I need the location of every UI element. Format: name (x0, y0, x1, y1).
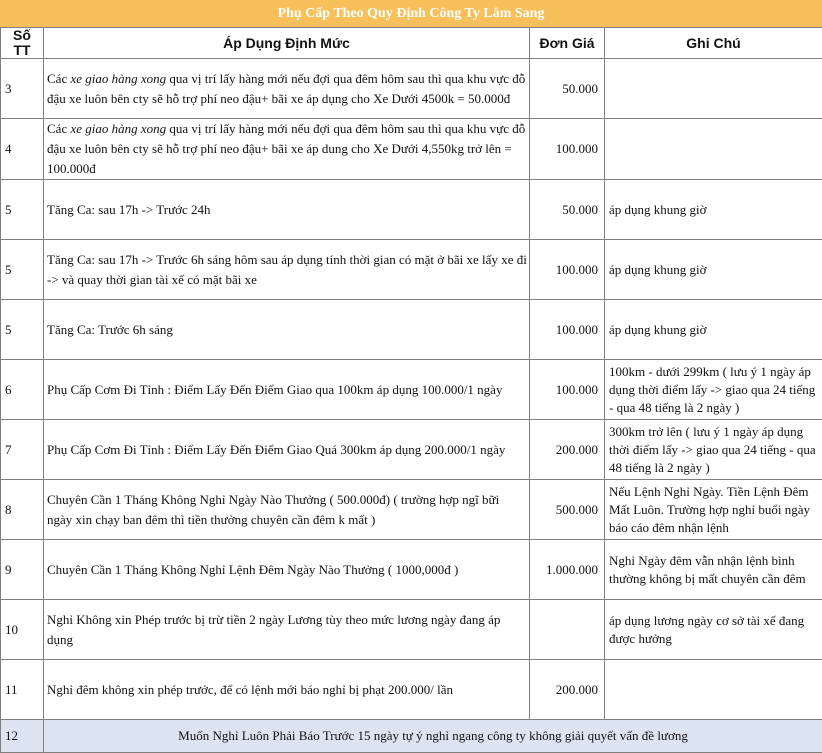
cell-note[interactable]: áp dụng khung giờ (605, 240, 822, 300)
table-row (1, 480, 822, 540)
cell-price[interactable]: 200.000 (530, 660, 605, 720)
cell-description[interactable]: Tăng Ca: sau 17h -> Trước 24h (44, 180, 530, 240)
desc-text: qua vị trí lấy hàng mới nếu đợi qua đêm hôm sau thì qua khu vực đỗ đậu xe luôn bên cty sẽ hỗ trợ phí neo đậu+ bãi xe áp dụng cho Xe Dưới 4500k = 50.000đ (47, 71, 525, 106)
header-note[interactable]: Ghi Chú (605, 28, 822, 59)
cell-description[interactable]: Phụ Cấp Cơm Đi Tỉnh : Điểm Lấy Đến Điểm Giao Quá 300km áp dụng 200.000/1 ngày (44, 420, 530, 480)
desc-text: qua vị trí lấy hàng mới nếu đợi qua đêm hôm sau thì qua khu vực đỗ đậu xe luôn bên cty sẽ hỗ trợ phí neo đậu+ bãi xe áp dung cho Xe Dưới 4,550kg trở lên = 100.000đ (47, 121, 525, 176)
cell-price[interactable]: 100.000 (530, 240, 605, 300)
cell-description[interactable]: Chuyên Cần 1 Tháng Không Nghỉ Lệnh Đêm Ngày Nào Thưởng ( 1000,000đ ) (44, 540, 530, 600)
cell-stt[interactable]: 5 (1, 240, 44, 300)
header-description[interactable]: Áp Dụng Định Mức (44, 28, 530, 59)
cell-price[interactable]: 500.000 (530, 480, 605, 540)
cell-price[interactable]: 100.000 (530, 300, 605, 360)
cell-price[interactable]: 50.000 (530, 180, 605, 240)
cell-note[interactable]: 300km trở lên ( lưu ý 1 ngày áp dụng thời điểm lấy -> giao qua 24 tiếng - qua 48 tiếng là 2 ngày ) (605, 420, 822, 480)
cell-stt[interactable]: 7 (1, 420, 44, 480)
cell-note[interactable] (605, 59, 822, 119)
cell-stt[interactable]: 12 (1, 720, 44, 753)
table-row (1, 660, 822, 720)
cell-description[interactable]: Nghỉ Không xin Phép trước bị trừ tiền 2 ngày Lương tùy theo mức lương ngày đang áp dụng (44, 600, 530, 660)
table-row (1, 59, 822, 119)
cell-price[interactable]: 1.000.000 (530, 540, 605, 600)
cell-price[interactable] (530, 600, 605, 660)
table-row (1, 540, 822, 600)
cell-stt[interactable]: 3 (1, 59, 44, 119)
cell-description[interactable]: Phụ Cấp Cơm Đi Tỉnh : Điểm Lấy Đến Điểm Giao qua 100km áp dụng 100.000/1 ngày (44, 360, 530, 420)
cell-note[interactable]: Nghỉ Ngày đêm vẫn nhận lệnh bình thường không bị mất chuyên cần đêm (605, 540, 822, 600)
desc-text: Các (47, 71, 70, 86)
table-row (1, 119, 822, 180)
cell-note[interactable]: áp dụng khung giờ (605, 180, 822, 240)
cell-stt[interactable]: 11 (1, 660, 44, 720)
cell-stt[interactable]: 8 (1, 480, 44, 540)
cell-price[interactable]: 100.000 (530, 360, 605, 420)
cell-merged-notice[interactable]: Muốn Nghỉ Luôn Phải Báo Trước 15 ngày tự ý nghỉ ngang công ty không giải quyết vấn đề lương (44, 720, 822, 753)
table-row (1, 360, 822, 420)
cell-description[interactable]: Tăng Ca: Trước 6h sáng (44, 300, 530, 360)
cell-stt[interactable]: 9 (1, 540, 44, 600)
cell-description[interactable] (44, 59, 530, 119)
cell-description[interactable]: Chuyên Cần 1 Tháng Không Nghỉ Ngày Nào Thưởng ( 500.000đ) ( trường hợp ngĩ bữi ngày xin chạy ban đêm thì tiền thưởng chuyên cần đêm k mất ) (44, 480, 530, 540)
cell-description[interactable] (44, 119, 530, 180)
cell-price[interactable]: 100.000 (530, 119, 605, 180)
header-stt[interactable]: Số TT (1, 28, 44, 59)
table-row (1, 300, 822, 360)
cell-note[interactable] (605, 660, 822, 720)
cell-description[interactable]: Nghỉ đêm không xin phép trước, để có lệnh mới báo nghỉ bị phạt 200.000/ lần (44, 660, 530, 720)
cell-note[interactable]: Nếu Lệnh Nghỉ Ngày. Tiền Lệnh Đêm Mất Luôn. Trường hợp nghỉ buổi ngày báo cáo đêm nhận lệnh (605, 480, 822, 540)
table-row-final (1, 720, 822, 753)
sheet-title[interactable]: Phụ Cấp Theo Quy Định Công Ty Lâm Sang (0, 0, 822, 28)
cell-stt[interactable]: 10 (1, 600, 44, 660)
cell-price[interactable]: 50.000 (530, 59, 605, 119)
desc-text: Các (47, 121, 70, 136)
cell-stt[interactable]: 5 (1, 300, 44, 360)
cell-stt[interactable]: 6 (1, 360, 44, 420)
cell-description[interactable]: Tăng Ca: sau 17h -> Trước 6h sáng hôm sau áp dụng tính thời gian có mặt ở bãi xe lấy xe đi -> và quay thời gian tài xế có mặt bãi xe (44, 240, 530, 300)
cell-note[interactable]: áp dụng khung giờ (605, 300, 822, 360)
cell-note[interactable]: áp dụng lương ngày cơ sở tài xế đang được hưởng (605, 600, 822, 660)
cell-note[interactable]: 100km - dưới 299km ( lưu ý 1 ngày áp dụng thời điểm lấy -> giao qua 24 tiếng - qua 48 tiếng là 2 ngày ) (605, 360, 822, 420)
cell-price[interactable]: 200.000 (530, 420, 605, 480)
table-row (1, 600, 822, 660)
desc-italic-text: xe giao hàng xong (70, 121, 166, 136)
cell-stt[interactable]: 5 (1, 180, 44, 240)
table-row (1, 180, 822, 240)
table-row (1, 240, 822, 300)
desc-italic-text: xe giao hàng xong (70, 71, 166, 86)
allowance-table (0, 27, 822, 753)
cell-note[interactable] (605, 119, 822, 180)
table-row (1, 420, 822, 480)
cell-stt[interactable]: 4 (1, 119, 44, 180)
header-price[interactable]: Đơn Giá (530, 28, 605, 59)
